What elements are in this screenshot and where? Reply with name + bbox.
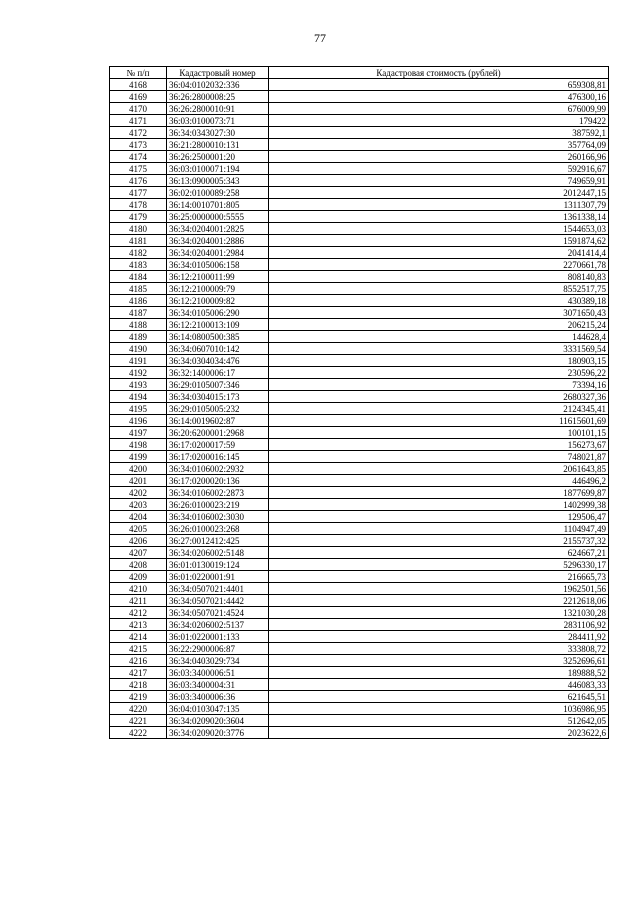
cadastral-number-cell: 36:26:2800008:25: [167, 91, 269, 103]
table-row: [110, 703, 609, 715]
row-number-cell: 4200: [110, 463, 167, 475]
row-number-cell: 4206: [110, 535, 167, 547]
cadastral-value-cell: 476300,16: [269, 91, 609, 103]
cadastral-number-cell: 36:34:0343027:30: [167, 127, 269, 139]
cadastral-value-cell: 808140,83: [269, 271, 609, 283]
cadastral-value-cell: 100101,15: [269, 427, 609, 439]
row-number-cell: 4208: [110, 559, 167, 571]
row-number-cell: 4189: [110, 331, 167, 343]
cadastral-value-cell: 1877699,87: [269, 487, 609, 499]
row-number-cell: 4203: [110, 499, 167, 511]
row-number-cell: 4204: [110, 511, 167, 523]
row-number-cell: 4193: [110, 379, 167, 391]
cadastral-number-cell: 36:34:0304015:173: [167, 391, 269, 403]
table-row: [110, 439, 609, 451]
row-number-cell: 4187: [110, 307, 167, 319]
table-row: [110, 643, 609, 655]
cadastral-number-cell: 36:14:0010701:805: [167, 199, 269, 211]
row-number-cell: 4194: [110, 391, 167, 403]
row-number-cell: 4175: [110, 163, 167, 175]
row-number-cell: 4176: [110, 175, 167, 187]
cadastral-number-cell: 36:14:0800500:385: [167, 331, 269, 343]
cadastral-value-cell: 144628,4: [269, 331, 609, 343]
table-row: [110, 151, 609, 163]
cadastral-value-cell: 284411,92: [269, 631, 609, 643]
cadastral-number-cell: 36:12:2100009:82: [167, 295, 269, 307]
cadastral-number-cell: 36:29:0105005:232: [167, 403, 269, 415]
cadastral-number-cell: 36:13:0900005:343: [167, 175, 269, 187]
cadastral-value-cell: 748021,87: [269, 451, 609, 463]
cadastral-number-cell: 36:34:0304034:476: [167, 355, 269, 367]
cadastral-number-cell: 36:22:2900006:87: [167, 643, 269, 655]
cadastral-value-cell: 446083,33: [269, 679, 609, 691]
table-row: [110, 511, 609, 523]
cadastral-value-table: [109, 66, 609, 739]
cadastral-number-cell: 36:26:2500001:20: [167, 151, 269, 163]
cadastral-value-cell: 2270661,78: [269, 259, 609, 271]
cadastral-value-cell: 180903,15: [269, 355, 609, 367]
row-number-cell: 4173: [110, 139, 167, 151]
row-number-cell: 4202: [110, 487, 167, 499]
row-number-cell: 4199: [110, 451, 167, 463]
table-row: [110, 523, 609, 535]
row-number-cell: 4191: [110, 355, 167, 367]
cadastral-number-cell: 36:12:2100011:99: [167, 271, 269, 283]
header-row-number: № п/п: [110, 67, 167, 79]
cadastral-value-cell: 512642,05: [269, 715, 609, 727]
row-number-cell: 4178: [110, 199, 167, 211]
row-number-cell: 4179: [110, 211, 167, 223]
cadastral-number-cell: 36:27:0012412:425: [167, 535, 269, 547]
cadastral-value-cell: 129506,47: [269, 511, 609, 523]
table-row: [110, 427, 609, 439]
header-cadastral-value: Кадастровая стоимость (рублей): [269, 67, 609, 79]
table-row: [110, 715, 609, 727]
table-row: [110, 535, 609, 547]
table-body: [110, 79, 609, 739]
cadastral-value-cell: 1544653,03: [269, 223, 609, 235]
table-row: [110, 403, 609, 415]
cadastral-value-cell: 2680327,36: [269, 391, 609, 403]
cadastral-number-cell: 36:34:0204001:2825: [167, 223, 269, 235]
cadastral-value-cell: 8552517,75: [269, 283, 609, 295]
row-number-cell: 4210: [110, 583, 167, 595]
cadastral-number-cell: 36:34:0204001:2984: [167, 247, 269, 259]
row-number-cell: 4197: [110, 427, 167, 439]
cadastral-number-cell: 36:34:0105006:158: [167, 259, 269, 271]
cadastral-number-cell: 36:34:0106002:2873: [167, 487, 269, 499]
table-row: [110, 583, 609, 595]
table-row: [110, 283, 609, 295]
cadastral-number-cell: 36:03:3400004:31: [167, 679, 269, 691]
table-row: [110, 679, 609, 691]
row-number-cell: 4168: [110, 79, 167, 91]
cadastral-value-cell: 2012447,15: [269, 187, 609, 199]
row-number-cell: 4174: [110, 151, 167, 163]
table-row: [110, 631, 609, 643]
cadastral-value-cell: 260166,96: [269, 151, 609, 163]
cadastral-value-cell: 3071650,43: [269, 307, 609, 319]
cadastral-number-cell: 36:25:0000000:5555: [167, 211, 269, 223]
row-number-cell: 4182: [110, 247, 167, 259]
table-row: [110, 415, 609, 427]
row-number-cell: 4185: [110, 283, 167, 295]
cadastral-number-cell: 36:34:0106002:2932: [167, 463, 269, 475]
table-row: [110, 223, 609, 235]
row-number-cell: 4186: [110, 295, 167, 307]
cadastral-number-cell: 36:12:2100009:79: [167, 283, 269, 295]
cadastral-number-cell: 36:14:0019602:87: [167, 415, 269, 427]
table-row: [110, 163, 609, 175]
table-row: [110, 691, 609, 703]
row-number-cell: 4180: [110, 223, 167, 235]
cadastral-value-cell: 230596,22: [269, 367, 609, 379]
cadastral-number-cell: 36:12:2100013:109: [167, 319, 269, 331]
cadastral-value-cell: 2041414,4: [269, 247, 609, 259]
cadastral-value-cell: 3331569,54: [269, 343, 609, 355]
cadastral-value-cell: 11615601,69: [269, 415, 609, 427]
cadastral-value-cell: 1962501,56: [269, 583, 609, 595]
row-number-cell: 4222: [110, 727, 167, 739]
cadastral-value-cell: 659308,81: [269, 79, 609, 91]
table-row: [110, 727, 609, 739]
cadastral-number-cell: 36:04:0103047:135: [167, 703, 269, 715]
cadastral-number-cell: 36:17:0200020:136: [167, 475, 269, 487]
table-row: [110, 367, 609, 379]
cadastral-value-cell: 592916,67: [269, 163, 609, 175]
table-row: [110, 475, 609, 487]
row-number-cell: 4213: [110, 619, 167, 631]
table-row: [110, 259, 609, 271]
table-header-row: [110, 67, 609, 79]
cadastral-number-cell: 36:01:0220001:133: [167, 631, 269, 643]
table-row: [110, 211, 609, 223]
cadastral-value-cell: 1311307,79: [269, 199, 609, 211]
cadastral-value-cell: 621645,51: [269, 691, 609, 703]
table-row: [110, 655, 609, 667]
table-row: [110, 271, 609, 283]
table-row: [110, 115, 609, 127]
row-number-cell: 4212: [110, 607, 167, 619]
table-row: [110, 199, 609, 211]
cadastral-number-cell: 36:34:0105006:290: [167, 307, 269, 319]
cadastral-number-cell: 36:34:0403029:734: [167, 655, 269, 667]
row-number-cell: 4217: [110, 667, 167, 679]
table-row: [110, 103, 609, 115]
table-row: [110, 79, 609, 91]
row-number-cell: 4195: [110, 403, 167, 415]
row-number-cell: 4188: [110, 319, 167, 331]
table-row: [110, 307, 609, 319]
row-number-cell: 4219: [110, 691, 167, 703]
row-number-cell: 4214: [110, 631, 167, 643]
cadastral-number-cell: 36:01:0130019:124: [167, 559, 269, 571]
cadastral-number-cell: 36:17:0200017:59: [167, 439, 269, 451]
cadastral-number-cell: 36:34:0507021:4524: [167, 607, 269, 619]
cadastral-value-cell: 1591874,62: [269, 235, 609, 247]
table-row: [110, 343, 609, 355]
table-row: [110, 559, 609, 571]
cadastral-value-cell: 333808,72: [269, 643, 609, 655]
cadastral-value-cell: 749659,91: [269, 175, 609, 187]
cadastral-number-cell: 36:34:0206002:5148: [167, 547, 269, 559]
cadastral-number-cell: 36:04:0102032:336: [167, 79, 269, 91]
row-number-cell: 4172: [110, 127, 167, 139]
table-row: [110, 91, 609, 103]
row-number-cell: 4205: [110, 523, 167, 535]
cadastral-value-cell: 1104947,49: [269, 523, 609, 535]
row-number-cell: 4184: [110, 271, 167, 283]
table-row: [110, 175, 609, 187]
cadastral-value-cell: 2212618,06: [269, 595, 609, 607]
table-row: [110, 295, 609, 307]
table-row: [110, 487, 609, 499]
cadastral-value-cell: 2023622,6: [269, 727, 609, 739]
row-number-cell: 4190: [110, 343, 167, 355]
table-row: [110, 607, 609, 619]
table-row: [110, 547, 609, 559]
table-row: [110, 379, 609, 391]
cadastral-value-cell: 357764,09: [269, 139, 609, 151]
cadastral-value-cell: 1361338,14: [269, 211, 609, 223]
cadastral-value-cell: 73394,16: [269, 379, 609, 391]
cadastral-value-cell: 179422: [269, 115, 609, 127]
cadastral-number-cell: 36:17:0200016:145: [167, 451, 269, 463]
cadastral-value-cell: 676009,99: [269, 103, 609, 115]
table-row: [110, 127, 609, 139]
row-number-cell: 4183: [110, 259, 167, 271]
row-number-cell: 4177: [110, 187, 167, 199]
cadastral-number-cell: 36:20:6200001:2968: [167, 427, 269, 439]
row-number-cell: 4207: [110, 547, 167, 559]
row-number-cell: 4192: [110, 367, 167, 379]
cadastral-value-cell: 430389,18: [269, 295, 609, 307]
cadastral-number-cell: 36:03:3400006:36: [167, 691, 269, 703]
row-number-cell: 4169: [110, 91, 167, 103]
cadastral-number-cell: 36:03:0100071:194: [167, 163, 269, 175]
table-row: [110, 139, 609, 151]
cadastral-value-cell: 216665,73: [269, 571, 609, 583]
cadastral-number-cell: 36:34:0209020:3604: [167, 715, 269, 727]
cadastral-value-cell: 1402999,38: [269, 499, 609, 511]
cadastral-value-cell: 387592,1: [269, 127, 609, 139]
row-number-cell: 4211: [110, 595, 167, 607]
cadastral-value-cell: 1321030,28: [269, 607, 609, 619]
cadastral-number-cell: 36:34:0209020:3776: [167, 727, 269, 739]
table-row: [110, 463, 609, 475]
table-row: [110, 595, 609, 607]
table-row: [110, 499, 609, 511]
cadastral-number-cell: 36:03:3400006:51: [167, 667, 269, 679]
cadastral-value-cell: 1036986,95: [269, 703, 609, 715]
cadastral-number-cell: 36:26:0100023:219: [167, 499, 269, 511]
cadastral-value-cell: 2831106,92: [269, 619, 609, 631]
row-number-cell: 4221: [110, 715, 167, 727]
table-row: [110, 187, 609, 199]
table-row: [110, 667, 609, 679]
cadastral-number-cell: 36:34:0206002:5137: [167, 619, 269, 631]
table-row: [110, 247, 609, 259]
cadastral-value-cell: 2124345,41: [269, 403, 609, 415]
cadastral-number-cell: 36:32:1400006:17: [167, 367, 269, 379]
cadastral-number-cell: 36:02:0100089:258: [167, 187, 269, 199]
table-row: [110, 235, 609, 247]
cadastral-value-cell: 624667,21: [269, 547, 609, 559]
cadastral-number-cell: 36:34:0507021:4442: [167, 595, 269, 607]
cadastral-value-cell: 206215,24: [269, 319, 609, 331]
row-number-cell: 4196: [110, 415, 167, 427]
row-number-cell: 4216: [110, 655, 167, 667]
row-number-cell: 4181: [110, 235, 167, 247]
table-row: [110, 571, 609, 583]
header-cadastral-number: Кадастровый номер: [167, 67, 269, 79]
table-row: [110, 451, 609, 463]
table-row: [110, 391, 609, 403]
row-number-cell: 4171: [110, 115, 167, 127]
table-row: [110, 619, 609, 631]
table-row: [110, 355, 609, 367]
cadastral-value-cell: 2155737,32: [269, 535, 609, 547]
cadastral-value-cell: 2061643,85: [269, 463, 609, 475]
cadastral-number-cell: 36:21:2800010:131: [167, 139, 269, 151]
row-number-cell: 4209: [110, 571, 167, 583]
cadastral-value-cell: 446496,2: [269, 475, 609, 487]
page-number: 77: [314, 31, 326, 45]
cadastral-number-cell: 36:34:0106002:3030: [167, 511, 269, 523]
row-number-cell: 4218: [110, 679, 167, 691]
table-row: [110, 319, 609, 331]
row-number-cell: 4198: [110, 439, 167, 451]
row-number-cell: 4201: [110, 475, 167, 487]
row-number-cell: 4220: [110, 703, 167, 715]
cadastral-value-cell: 3252696,61: [269, 655, 609, 667]
cadastral-number-cell: 36:26:0100023:268: [167, 523, 269, 535]
cadastral-value-cell: 5296330,17: [269, 559, 609, 571]
row-number-cell: 4215: [110, 643, 167, 655]
table-row: [110, 331, 609, 343]
cadastral-value-cell: 189888,52: [269, 667, 609, 679]
cadastral-number-cell: 36:34:0607010:142: [167, 343, 269, 355]
cadastral-number-cell: 36:26:2800010:91: [167, 103, 269, 115]
row-number-cell: 4170: [110, 103, 167, 115]
cadastral-number-cell: 36:01:0220001:91: [167, 571, 269, 583]
cadastral-number-cell: 36:03:0100073:71: [167, 115, 269, 127]
cadastral-number-cell: 36:29:0105007:346: [167, 379, 269, 391]
cadastral-value-cell: 156273,67: [269, 439, 609, 451]
cadastral-number-cell: 36:34:0204001:2886: [167, 235, 269, 247]
cadastral-number-cell: 36:34:0507021:4401: [167, 583, 269, 595]
